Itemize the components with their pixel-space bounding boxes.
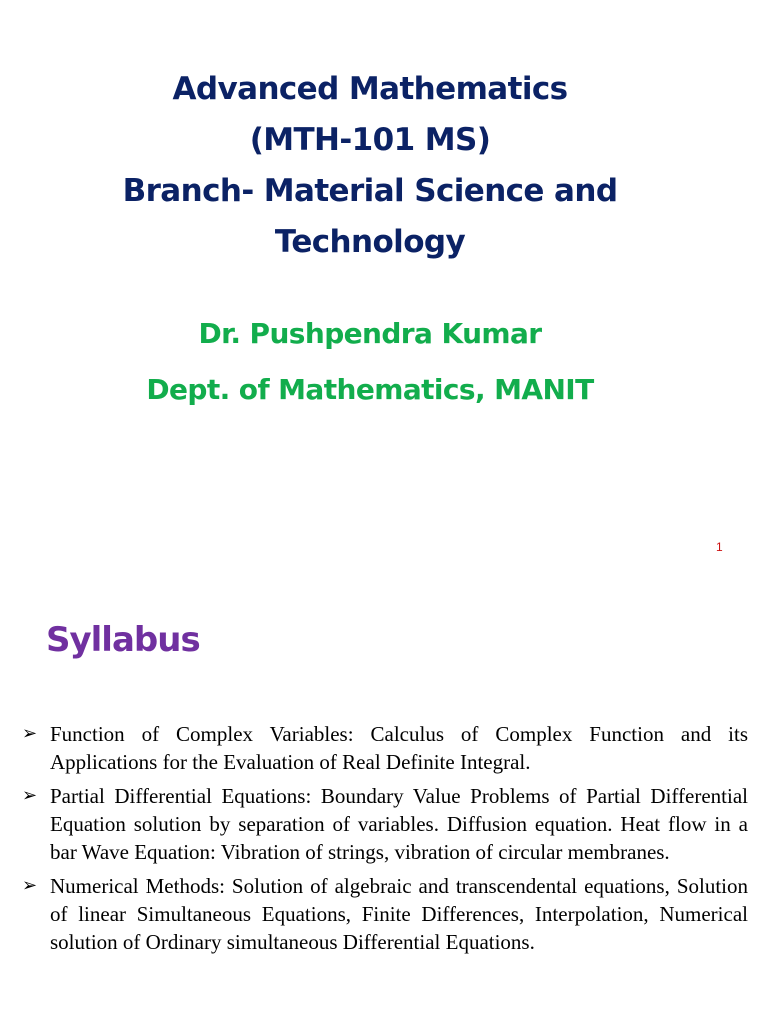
syllabus-item bbox=[22, 782, 748, 866]
title-line: Technology bbox=[274, 224, 466, 260]
author-name: Dr. Pushpendra Kumar bbox=[198, 317, 542, 350]
author-info bbox=[60, 306, 680, 418]
title-line: Advanced Mathematics bbox=[172, 71, 568, 107]
arrowhead-bullet-icon: ➢ bbox=[22, 875, 38, 896]
title-line: (MTH-101 MS) bbox=[249, 122, 491, 158]
page-number: 1 bbox=[716, 540, 723, 554]
syllabus-heading: Syllabus bbox=[46, 620, 200, 660]
syllabus-item bbox=[22, 872, 748, 956]
title-line: Branch- Material Science and bbox=[122, 173, 618, 209]
syllabus-item-text: Partial Differential Equations: Boundary Value Problems of Partial Differential Equation solution by separation of variables. Diffusion equation. Heat flow in a bar Wave Equation: Vibration of strings, vibration of circular membranes. bbox=[50, 784, 748, 864]
syllabus-item bbox=[22, 720, 748, 776]
syllabus-item-text: Numerical Methods: Solution of algebraic and transcendental equations, Solution of linear Simultaneous Equations, Finite Differences, Interpolation, Numerical solution of Ordinary simultaneous Differential Equations. bbox=[50, 874, 748, 954]
course-title bbox=[60, 64, 680, 268]
arrowhead-bullet-icon: ➢ bbox=[22, 723, 38, 744]
author-department: Dept. of Mathematics, MANIT bbox=[146, 373, 594, 406]
syllabus-list bbox=[22, 720, 748, 962]
syllabus-item-text: Function of Complex Variables: Calculus of Complex Function and its Applications for the Evaluation of Real Definite Integral. bbox=[50, 722, 748, 774]
arrowhead-bullet-icon: ➢ bbox=[22, 785, 38, 806]
syllabus-slide bbox=[0, 576, 768, 1024]
